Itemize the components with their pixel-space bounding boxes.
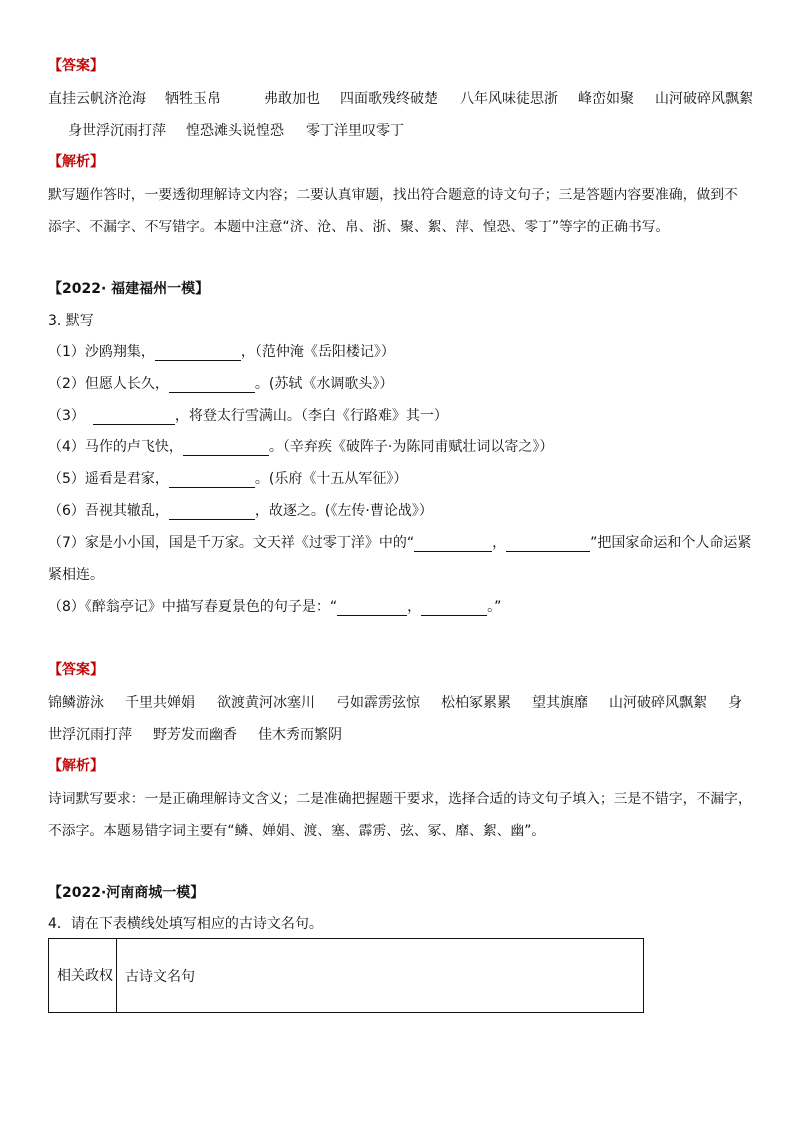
question-item-3: （3） ，将登太行雪满山。（李白《行路难》其一） bbox=[48, 408, 448, 424]
answer-item: 身世浮沉雨打萍 bbox=[68, 123, 166, 139]
answer-item: 佳木秀而繁阴 bbox=[258, 727, 342, 743]
question-item-4: （4）马作的卢飞快， 。（辛弃疾《破阵子·为陈同甫赋壮词以寄之》） bbox=[48, 439, 554, 455]
question-item-7: （7）家是小小国，国是千万家。文天祥《过零丁洋》中的“ ， ”把国家命运和个人命运紧 bbox=[48, 535, 752, 551]
answer-item: 望其旗靡 bbox=[532, 695, 588, 711]
answer-table bbox=[48, 938, 644, 1013]
answer-item: 山河破碎风飘絮 bbox=[609, 695, 707, 711]
answer-item: 弗敢加也 bbox=[264, 91, 320, 107]
question-item-7-cont: 紧相连。 bbox=[48, 567, 104, 583]
table-row bbox=[49, 939, 644, 1013]
blank-line[interactable] bbox=[337, 601, 407, 616]
answer-item: 零丁洋里叹零丁 bbox=[306, 123, 404, 139]
blank-line[interactable] bbox=[183, 441, 269, 456]
blank-line[interactable] bbox=[169, 473, 255, 488]
answer-item: 身 bbox=[728, 695, 742, 711]
question-item-6: （6）吾视其辙乱， ，故逐之。(《左传·曹论战》） bbox=[48, 503, 433, 519]
question-item-1: （1）沙鸥翔集， ，（范仲淹《岳阳楼记》） bbox=[48, 344, 395, 360]
answer-label: 【答案】 bbox=[48, 58, 104, 74]
answer-item: 山河破碎风飘絮 bbox=[655, 91, 753, 107]
answer-item: 惶恐滩头说惶恐 bbox=[186, 123, 284, 139]
analysis-label: 【解析】 bbox=[48, 758, 104, 774]
question-source: 【2022·河南商城一模】 bbox=[48, 885, 205, 901]
blank-line[interactable] bbox=[169, 378, 255, 393]
blank-line[interactable] bbox=[155, 346, 241, 361]
question-source: 【2022· 福建福州一模】 bbox=[48, 281, 210, 297]
blank-line[interactable] bbox=[169, 505, 255, 520]
analysis-text: 添字、不漏字、不写错字。本题中注意“济、沧、帛、浙、聚、絮、萍、惶恐、零丁”等字的正确书写。 bbox=[48, 219, 670, 235]
question-item-5: （5）遥看是君家， 。(乐府《十五从军征》） bbox=[48, 471, 408, 487]
question-title: 4．请在下表横线处填写相应的古诗文名句。 bbox=[48, 916, 323, 932]
blank-line[interactable] bbox=[414, 537, 492, 552]
question-item-2: （2）但愿人长久， 。(苏轼《水调歌头》） bbox=[48, 376, 394, 392]
answers-line-2 bbox=[48, 724, 342, 744]
analysis-text: 不添字。本题易错字词主要有“鳞、婵娟、渡、塞、霹雳、弦、冢、靡、絮、幽”。 bbox=[48, 823, 546, 839]
answers-line-1 bbox=[48, 88, 753, 108]
analysis-text: 默写题作答时，一要透彻理解诗文内容；二要认真审题，找出符合题意的诗文句子；三是答题内容要准确，做到不 bbox=[48, 187, 738, 203]
answers-line-1 bbox=[48, 692, 742, 712]
answer-item: 弓如霹雳弦惊 bbox=[336, 695, 420, 711]
blank-line[interactable] bbox=[506, 537, 590, 552]
answer-item: 锦鳞游泳 bbox=[48, 695, 104, 711]
question-item-8: （8）《醉翁亭记》中描写春夏景色的句子是：“ ， 。” bbox=[48, 599, 502, 615]
answer-item: 直挂云帆济沧海 bbox=[48, 91, 146, 107]
answer-label: 【答案】 bbox=[48, 662, 104, 678]
answer-item: 松柏冢累累 bbox=[441, 695, 511, 711]
analysis-text: 诗词默写要求：一是正确理解诗文含义；二是准确把握题干要求，选择合适的诗文句子填入；三是不错字，不漏字， bbox=[48, 791, 752, 807]
table-header-cell: 古诗文名句 bbox=[117, 939, 644, 1013]
question-title: 3. 默写 bbox=[48, 313, 94, 329]
answer-item: 峰峦如聚 bbox=[578, 91, 634, 107]
answer-item: 牺牲玉帛 bbox=[165, 91, 221, 107]
answer-item: 八年风味徒思浙 bbox=[460, 91, 558, 107]
answer-item: 欲渡黄河冰塞川 bbox=[217, 695, 315, 711]
blank-line[interactable] bbox=[93, 410, 175, 425]
answers-line-2 bbox=[68, 120, 404, 140]
answer-item: 世浮沉雨打萍 bbox=[48, 727, 132, 743]
answer-item: 野芳发而幽香 bbox=[153, 727, 237, 743]
answer-item: 四面歌残终破楚 bbox=[340, 91, 438, 107]
blank-line[interactable] bbox=[421, 601, 487, 616]
analysis-label: 【解析】 bbox=[48, 154, 104, 170]
answer-item: 千里共婵娟 bbox=[125, 695, 195, 711]
table-header-cell: 相关政权 bbox=[49, 939, 117, 1013]
